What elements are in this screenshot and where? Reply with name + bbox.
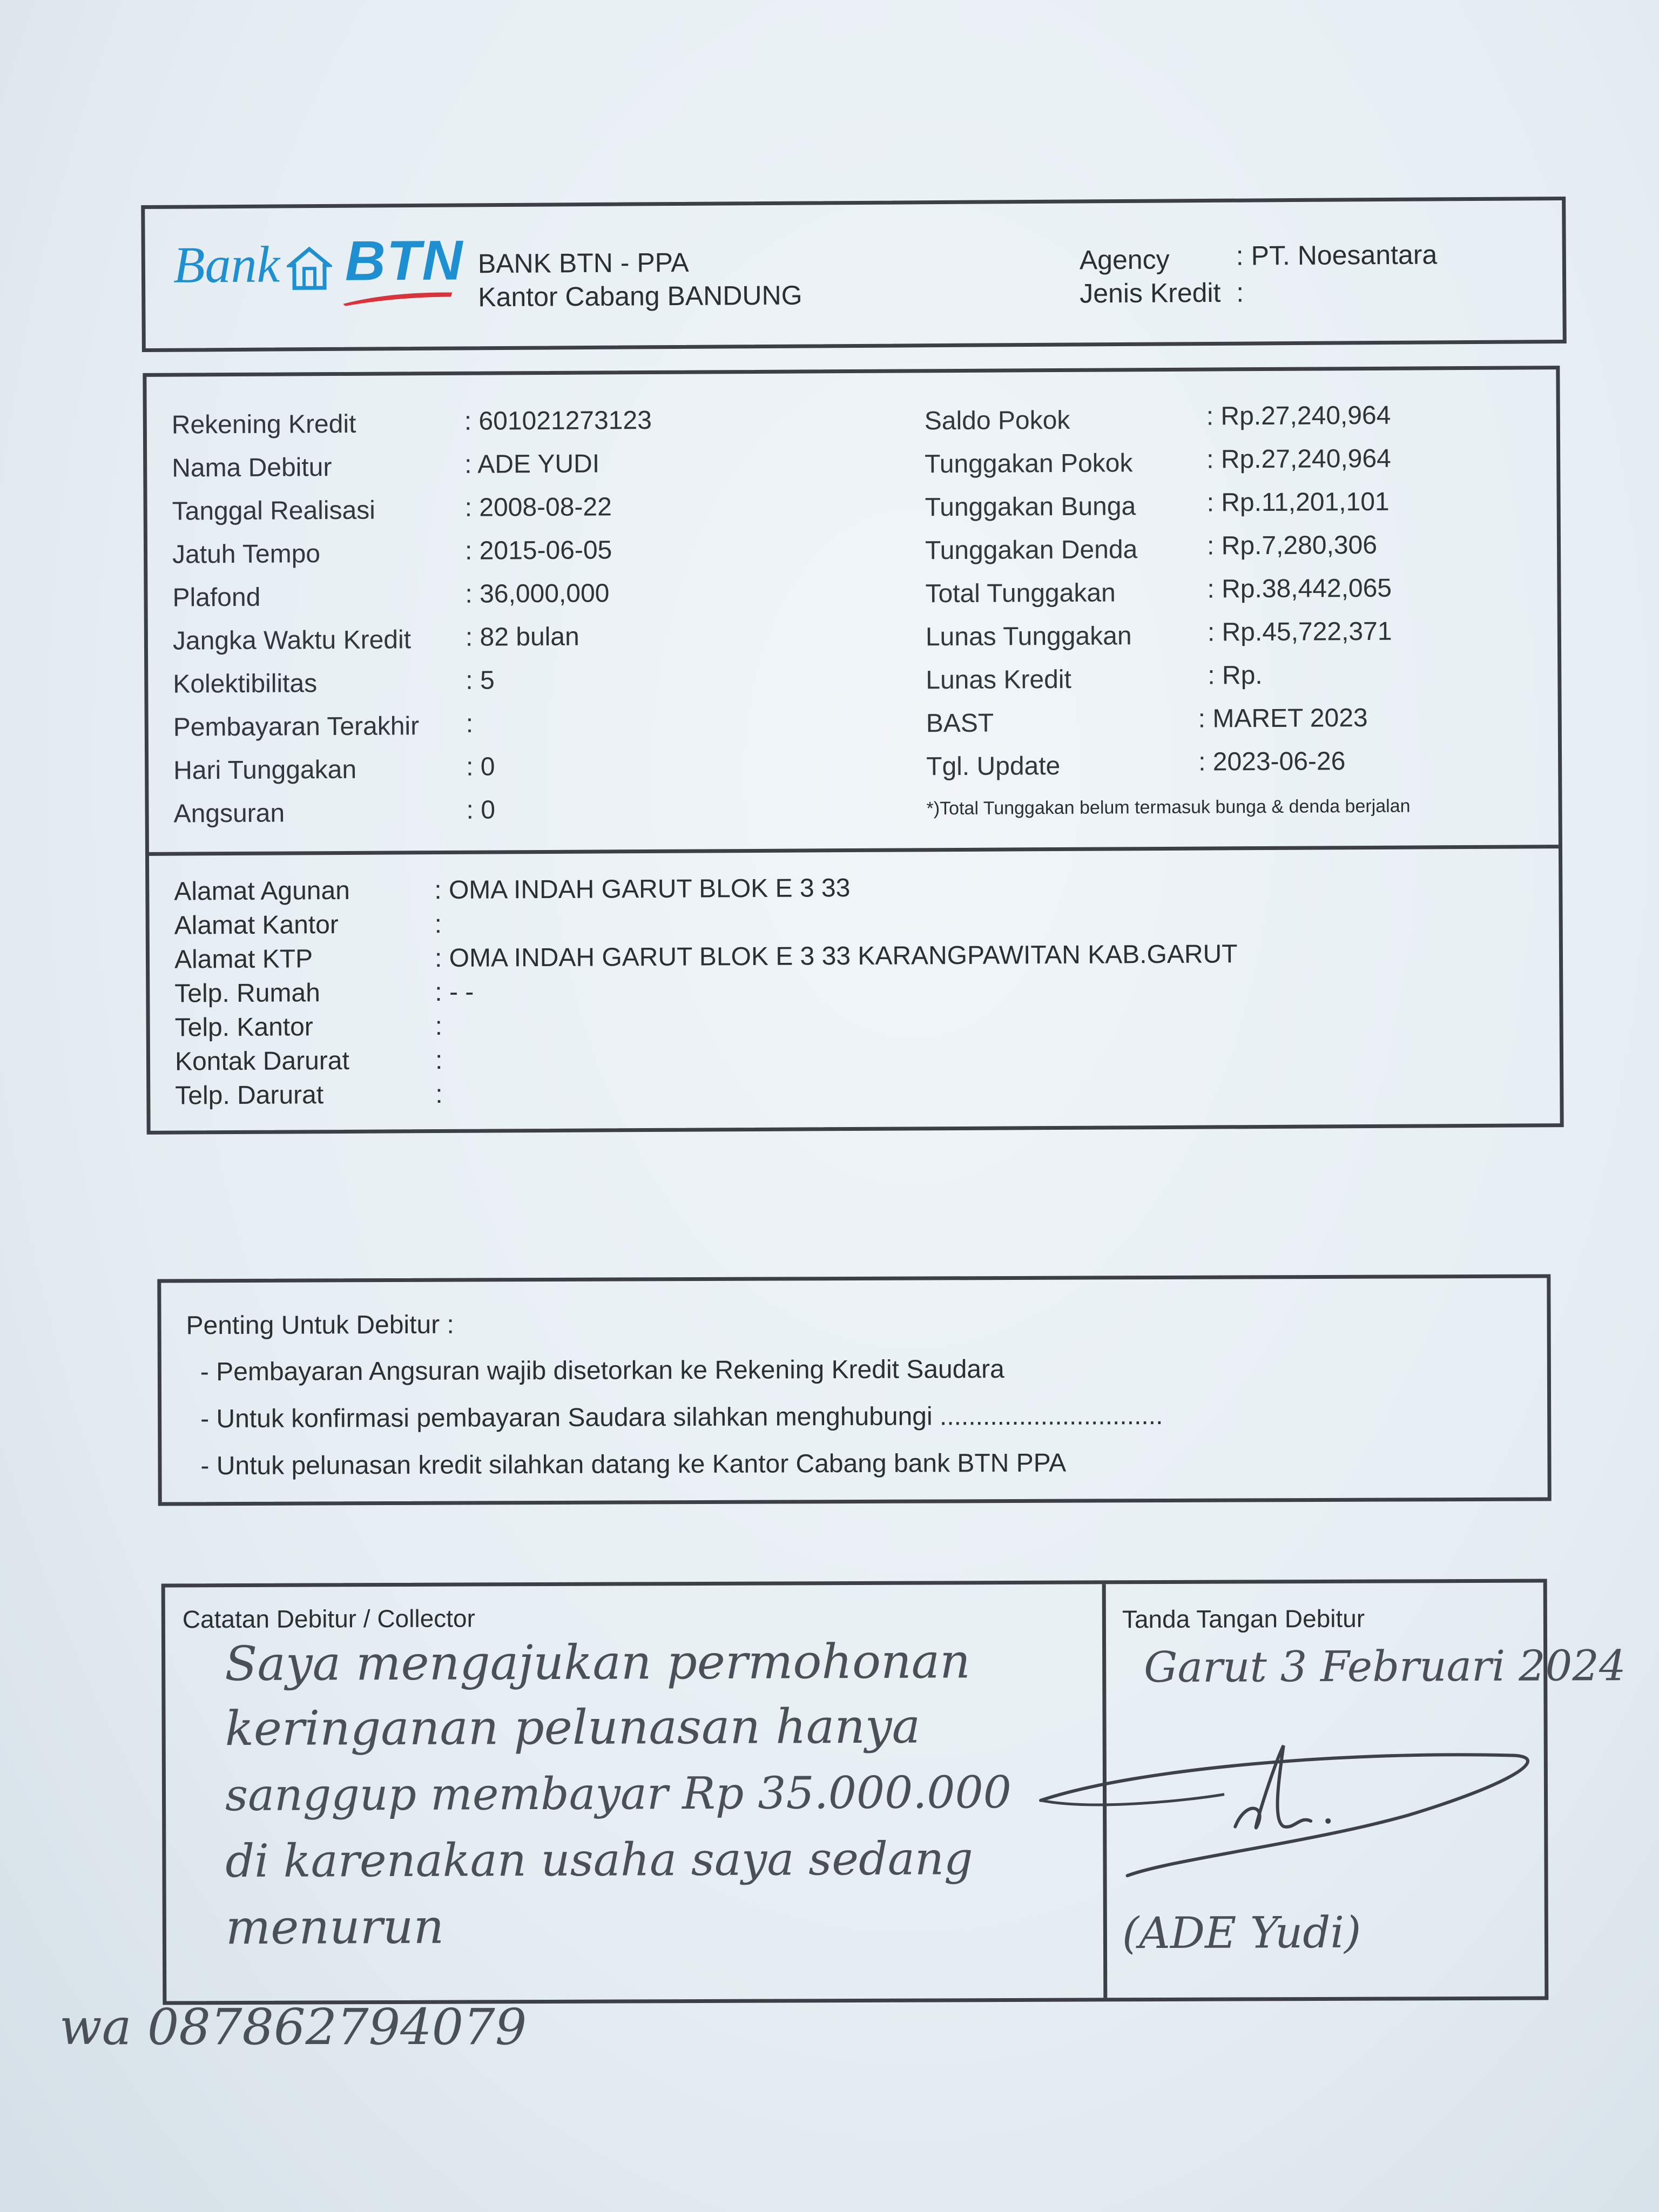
field-label: BAST: [926, 709, 994, 738]
important-notice-box: [157, 1274, 1551, 1506]
field-value: : 2023-06-26: [1198, 747, 1346, 777]
notice-line: - Pembayaran Angsuran wajib disetorkan ke Rekening Kredit Saudara: [200, 1355, 1004, 1387]
field-value: : Rp.45,722,371: [1207, 617, 1392, 647]
btn-house-logo-icon: [287, 246, 333, 292]
field-label: Jangka Waktu Kredit: [172, 625, 412, 656]
field-label: Tunggakan Denda: [925, 535, 1138, 565]
field-value: : 82 bulan: [465, 622, 579, 652]
address-label: Alamat Agunan: [174, 876, 350, 906]
field-label: Tunggakan Bunga: [925, 492, 1136, 522]
field-value: : Rp.7,280,306: [1206, 530, 1378, 561]
btn-logo-swoosh-icon: [341, 289, 454, 306]
field-label: Kolektibilitas: [173, 669, 318, 699]
field-value: :: [466, 709, 474, 738]
address-label: Telp. Darurat: [175, 1081, 324, 1110]
field-label: Saldo Pokok: [924, 406, 1070, 436]
field-label: Tunggakan Pokok: [925, 449, 1133, 479]
btn-logo-word: BTN: [345, 229, 464, 293]
address-label: Telp. Rumah: [174, 979, 320, 1008]
field-label: Jatuh Tempo: [172, 539, 321, 569]
important-title: Penting Untuk Debitur :: [186, 1310, 454, 1340]
field-value: : 0: [466, 795, 496, 825]
field-label: Total Tunggakan: [925, 578, 1116, 609]
bank-header: [141, 197, 1567, 352]
handwritten-signature: [1030, 1734, 1538, 1892]
branch-name: Kantor Cabang BANDUNG: [478, 280, 802, 313]
field-label: Nama Debitur: [172, 453, 332, 483]
address-value: :: [435, 1080, 443, 1109]
agency-value: : PT. Noesantara: [1236, 239, 1438, 271]
field-label: Plafond: [172, 583, 261, 612]
field-value: : ADE YUDI: [464, 449, 600, 479]
handwritten-note-line: menurun: [225, 1898, 444, 1955]
address-value: :: [435, 1011, 443, 1041]
field-label: Lunas Kredit: [926, 665, 1071, 695]
address-label: Alamat Kantor: [174, 910, 339, 940]
field-label: Tgl. Update: [926, 751, 1061, 781]
notice-line: - Untuk pelunasan kredit silahkan datang ke Kantor Cabang bank BTN PPA: [200, 1448, 1067, 1481]
signature-label: Tanda Tangan Debitur: [1122, 1604, 1365, 1634]
handwritten-name: (ADE Yudi): [1122, 1907, 1361, 1959]
footnote: *)Total Tunggakan belum termasuk bunga & denda berjalan: [926, 795, 1411, 819]
address-value: :: [434, 909, 442, 939]
bank-logo-word: Bank: [173, 235, 280, 294]
field-value: : MARET 2023: [1198, 704, 1368, 733]
field-value: : 601021273123: [464, 406, 652, 436]
field-label: Lunas Tunggakan: [925, 622, 1132, 652]
address-label: Alamat KTP: [174, 945, 313, 974]
address-value: : OMA INDAH GARUT BLOK E 3 33: [434, 874, 851, 905]
field-label: Pembayaran Terakhir: [173, 712, 420, 742]
handwritten-phone-number: wa 087862794079: [59, 1998, 527, 2056]
handwritten-note-line: Saya mengajukan permohonan: [224, 1633, 971, 1692]
section-divider: [149, 845, 1559, 856]
field-value: : 5: [466, 666, 495, 695]
notes-signature-box: [161, 1579, 1626, 2005]
field-value: : Rp.11,201,101: [1206, 487, 1390, 517]
address-value: :: [435, 1046, 443, 1075]
field-label: Rekening Kredit: [171, 409, 356, 440]
address-label: Kontak Darurat: [174, 1046, 349, 1076]
notes-label: Catatan Debitur / Collector: [182, 1604, 475, 1634]
jenis-kredit-value: :: [1236, 277, 1244, 308]
address-label: Telp. Kantor: [174, 1013, 313, 1042]
address-value: : - -: [435, 977, 474, 1007]
field-value: : Rp.27,240,964: [1206, 401, 1391, 431]
handwritten-note-line: sanggup membayar Rp 35.000.000: [225, 1766, 1012, 1822]
field-label: Tanggal Realisasi: [172, 496, 376, 526]
bank-name: BANK BTN - PPA: [477, 247, 689, 279]
field-label: Angsuran: [173, 799, 285, 828]
field-value: : Rp.27,240,964: [1206, 444, 1391, 474]
address-value: : OMA INDAH GARUT BLOK E 3 33 KARANGPAWITAN KAB.GARUT: [434, 940, 1238, 973]
jenis-kredit-label: Jenis Kredit: [1080, 277, 1221, 309]
field-value: : 36,000,000: [465, 579, 610, 609]
field-value: : 2008-08-22: [464, 493, 612, 522]
field-label: Hari Tunggakan: [173, 755, 357, 785]
account-details-box: [143, 366, 1563, 1135]
field-value: : 2015-06-05: [464, 536, 612, 565]
handwritten-date: Garut 3 Februari 2024: [1144, 1642, 1626, 1692]
notice-line: - Untuk konfirmasi pembayaran Saudara silahkan menghubungi ...............................: [200, 1401, 1163, 1434]
field-value: : Rp.: [1208, 661, 1263, 690]
field-value: : Rp.38,442,065: [1207, 574, 1392, 604]
agency-label: Agency: [1079, 244, 1170, 275]
field-value: : 0: [466, 752, 495, 781]
handwritten-note-line: keringanan pelunasan hanya: [225, 1698, 921, 1757]
handwritten-note-line: di karenakan usaha saya sedang: [225, 1832, 973, 1888]
